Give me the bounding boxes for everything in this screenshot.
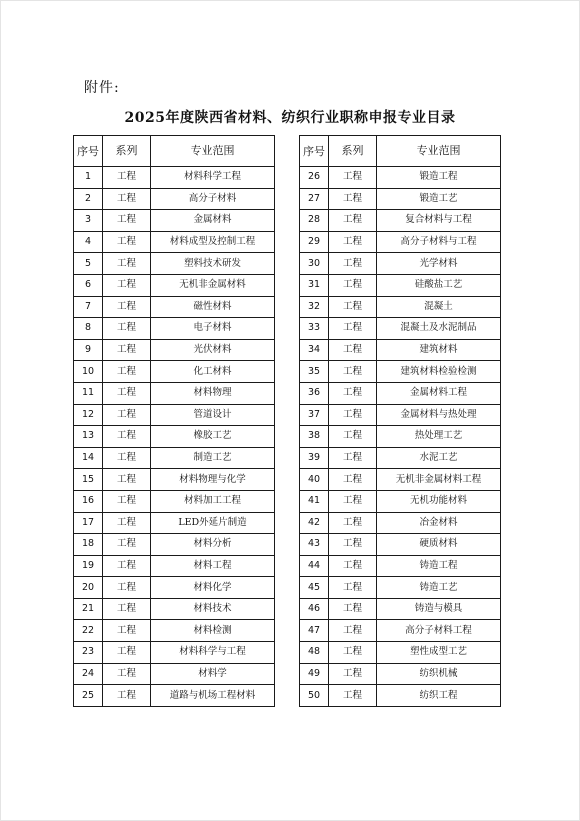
row-major: 道路与机场工程材料 xyxy=(151,685,275,707)
row-major: 材料成型及控制工程 xyxy=(151,231,275,253)
row-category: 工程 xyxy=(103,469,151,491)
row-category: 工程 xyxy=(103,512,151,534)
row-major: 材料工程 xyxy=(151,555,275,577)
row-number: 16 xyxy=(74,490,103,512)
row-major: 电子材料 xyxy=(151,318,275,340)
row-major: 金属材料与热处理 xyxy=(377,404,501,426)
header-major: 专业范围 xyxy=(151,136,275,167)
row-major: 材料分析 xyxy=(151,534,275,556)
table-row xyxy=(74,577,275,599)
table-row xyxy=(300,555,501,577)
row-major: 建筑材料检验检测 xyxy=(377,361,501,383)
table-row xyxy=(74,167,275,189)
row-category: 工程 xyxy=(329,188,377,210)
row-number: 17 xyxy=(74,512,103,534)
table-row xyxy=(74,534,275,556)
table-row xyxy=(300,210,501,232)
row-major: 塑料技术研发 xyxy=(151,253,275,275)
row-category: 工程 xyxy=(103,274,151,296)
major-table-right xyxy=(299,135,501,707)
row-major: 材料化学 xyxy=(151,577,275,599)
row-category: 工程 xyxy=(329,490,377,512)
row-category: 工程 xyxy=(329,404,377,426)
row-major: 橡胶工艺 xyxy=(151,426,275,448)
table-row xyxy=(74,642,275,664)
table-row xyxy=(74,685,275,707)
row-number: 49 xyxy=(300,663,329,685)
table-row xyxy=(300,339,501,361)
row-major: 复合材料与工程 xyxy=(377,210,501,232)
row-number: 18 xyxy=(74,534,103,556)
row-major: 金属材料工程 xyxy=(377,382,501,404)
row-major: 塑性成型工艺 xyxy=(377,642,501,664)
table-row xyxy=(300,404,501,426)
row-number: 5 xyxy=(74,253,103,275)
row-major: 材料学 xyxy=(151,663,275,685)
row-number: 8 xyxy=(74,318,103,340)
table-row xyxy=(74,253,275,275)
row-number: 4 xyxy=(74,231,103,253)
table-row xyxy=(74,555,275,577)
row-major: 高分子材料工程 xyxy=(377,620,501,642)
row-number: 47 xyxy=(300,620,329,642)
table-row xyxy=(300,188,501,210)
row-major: 建筑材料 xyxy=(377,339,501,361)
document-title: 2025年度陕西省材料、纺织行业职称申报专业目录 xyxy=(124,110,456,126)
row-number: 24 xyxy=(74,663,103,685)
row-category: 工程 xyxy=(103,167,151,189)
row-number: 14 xyxy=(74,447,103,469)
row-major: 材料科学工程 xyxy=(151,167,275,189)
table-row xyxy=(74,512,275,534)
row-number: 11 xyxy=(74,382,103,404)
table-row xyxy=(300,231,501,253)
table-row xyxy=(300,663,501,685)
row-category: 工程 xyxy=(103,685,151,707)
row-category: 工程 xyxy=(329,361,377,383)
row-number: 19 xyxy=(74,555,103,577)
row-major: 光学材料 xyxy=(377,253,501,275)
table-row xyxy=(74,318,275,340)
row-number: 40 xyxy=(300,469,329,491)
row-major: 材料加工工程 xyxy=(151,490,275,512)
row-category: 工程 xyxy=(103,642,151,664)
table-row xyxy=(74,210,275,232)
table-row xyxy=(74,231,275,253)
row-number: 29 xyxy=(300,231,329,253)
row-number: 3 xyxy=(74,210,103,232)
row-category: 工程 xyxy=(329,685,377,707)
header-seq: 序号 xyxy=(300,136,329,167)
row-number: 38 xyxy=(300,426,329,448)
row-category: 工程 xyxy=(329,339,377,361)
header-major: 专业范围 xyxy=(377,136,501,167)
row-number: 45 xyxy=(300,577,329,599)
row-number: 9 xyxy=(74,339,103,361)
table-row xyxy=(74,361,275,383)
header-seq: 序号 xyxy=(74,136,103,167)
table-row xyxy=(300,534,501,556)
table-row xyxy=(74,339,275,361)
table-row xyxy=(300,274,501,296)
header-category: 系列 xyxy=(103,136,151,167)
row-major: LED外延片制造 xyxy=(151,512,275,534)
row-major: 无机功能材料 xyxy=(377,490,501,512)
row-category: 工程 xyxy=(329,318,377,340)
row-category: 工程 xyxy=(329,598,377,620)
row-number: 25 xyxy=(74,685,103,707)
row-category: 工程 xyxy=(329,577,377,599)
row-major: 光伏材料 xyxy=(151,339,275,361)
row-major: 材料科学与工程 xyxy=(151,642,275,664)
row-number: 23 xyxy=(74,642,103,664)
table-row xyxy=(74,382,275,404)
row-category: 工程 xyxy=(103,490,151,512)
attachment-label: 附件: xyxy=(84,80,120,96)
row-major: 锻造工程 xyxy=(377,167,501,189)
header-category: 系列 xyxy=(329,136,377,167)
table-header-row xyxy=(74,136,275,167)
table-row xyxy=(300,382,501,404)
row-category: 工程 xyxy=(103,296,151,318)
table-row xyxy=(300,447,501,469)
row-number: 21 xyxy=(74,598,103,620)
table-row xyxy=(300,426,501,448)
row-category: 工程 xyxy=(103,210,151,232)
row-number: 27 xyxy=(300,188,329,210)
row-number: 43 xyxy=(300,534,329,556)
row-number: 30 xyxy=(300,253,329,275)
row-major: 磁性材料 xyxy=(151,296,275,318)
row-category: 工程 xyxy=(103,620,151,642)
row-number: 12 xyxy=(74,404,103,426)
row-number: 10 xyxy=(74,361,103,383)
row-category: 工程 xyxy=(329,663,377,685)
row-major: 高分子材料 xyxy=(151,188,275,210)
row-number: 39 xyxy=(300,447,329,469)
row-number: 22 xyxy=(74,620,103,642)
row-category: 工程 xyxy=(329,426,377,448)
row-number: 7 xyxy=(74,296,103,318)
row-category: 工程 xyxy=(329,642,377,664)
row-category: 工程 xyxy=(103,188,151,210)
row-major: 材料检测 xyxy=(151,620,275,642)
table-row xyxy=(300,469,501,491)
row-category: 工程 xyxy=(103,339,151,361)
table-row xyxy=(74,296,275,318)
table-body-right xyxy=(300,167,501,707)
row-category: 工程 xyxy=(329,382,377,404)
row-number: 28 xyxy=(300,210,329,232)
row-category: 工程 xyxy=(329,534,377,556)
row-category: 工程 xyxy=(103,253,151,275)
table-row xyxy=(74,404,275,426)
row-major: 制造工艺 xyxy=(151,447,275,469)
row-major: 铸造工程 xyxy=(377,555,501,577)
row-category: 工程 xyxy=(103,318,151,340)
row-category: 工程 xyxy=(329,274,377,296)
row-major: 无机非金属材料 xyxy=(151,274,275,296)
row-number: 35 xyxy=(300,361,329,383)
row-major: 热处理工艺 xyxy=(377,426,501,448)
table-row xyxy=(300,296,501,318)
table-row xyxy=(300,167,501,189)
table-body-left xyxy=(74,167,275,707)
row-number: 46 xyxy=(300,598,329,620)
row-major: 材料物理与化学 xyxy=(151,469,275,491)
table-row xyxy=(74,663,275,685)
row-category: 工程 xyxy=(103,598,151,620)
row-number: 31 xyxy=(300,274,329,296)
table-row xyxy=(300,361,501,383)
table-row xyxy=(74,447,275,469)
row-number: 26 xyxy=(300,167,329,189)
row-major: 材料技术 xyxy=(151,598,275,620)
row-number: 20 xyxy=(74,577,103,599)
table-row xyxy=(74,188,275,210)
row-major: 铸造工艺 xyxy=(377,577,501,599)
row-category: 工程 xyxy=(329,447,377,469)
row-major: 纺织机械 xyxy=(377,663,501,685)
row-number: 50 xyxy=(300,685,329,707)
table-row xyxy=(74,469,275,491)
row-category: 工程 xyxy=(329,555,377,577)
row-number: 41 xyxy=(300,490,329,512)
row-major: 无机非金属材料工程 xyxy=(377,469,501,491)
table-row xyxy=(74,490,275,512)
table-row xyxy=(300,253,501,275)
row-number: 42 xyxy=(300,512,329,534)
row-number: 13 xyxy=(74,426,103,448)
row-major: 金属材料 xyxy=(151,210,275,232)
row-category: 工程 xyxy=(103,404,151,426)
row-major: 混凝土及水泥制品 xyxy=(377,318,501,340)
row-major: 锻造工艺 xyxy=(377,188,501,210)
table-row xyxy=(300,620,501,642)
row-major: 纺织工程 xyxy=(377,685,501,707)
row-category: 工程 xyxy=(103,555,151,577)
row-category: 工程 xyxy=(329,253,377,275)
table-row xyxy=(300,318,501,340)
table-row xyxy=(300,642,501,664)
row-number: 1 xyxy=(74,167,103,189)
table-row xyxy=(300,512,501,534)
row-category: 工程 xyxy=(103,382,151,404)
row-category: 工程 xyxy=(103,577,151,599)
table-header-row xyxy=(300,136,501,167)
row-major: 水泥工艺 xyxy=(377,447,501,469)
row-category: 工程 xyxy=(329,296,377,318)
row-category: 工程 xyxy=(103,534,151,556)
table-row xyxy=(300,577,501,599)
row-major: 高分子材料与工程 xyxy=(377,231,501,253)
row-number: 15 xyxy=(74,469,103,491)
row-category: 工程 xyxy=(329,620,377,642)
row-category: 工程 xyxy=(103,231,151,253)
row-major: 混凝土 xyxy=(377,296,501,318)
row-major: 管道设计 xyxy=(151,404,275,426)
row-category: 工程 xyxy=(103,663,151,685)
row-number: 37 xyxy=(300,404,329,426)
row-category: 工程 xyxy=(329,167,377,189)
row-number: 36 xyxy=(300,382,329,404)
table-row xyxy=(300,685,501,707)
row-major: 材料物理 xyxy=(151,382,275,404)
row-number: 44 xyxy=(300,555,329,577)
row-category: 工程 xyxy=(329,210,377,232)
table-row xyxy=(300,490,501,512)
row-major: 冶金材料 xyxy=(377,512,501,534)
row-category: 工程 xyxy=(103,426,151,448)
row-major: 硅酸盐工艺 xyxy=(377,274,501,296)
row-category: 工程 xyxy=(103,361,151,383)
row-number: 32 xyxy=(300,296,329,318)
row-major: 硬质材料 xyxy=(377,534,501,556)
row-major: 铸造与模具 xyxy=(377,598,501,620)
table-row xyxy=(74,274,275,296)
major-table-left xyxy=(73,135,275,707)
row-category: 工程 xyxy=(329,512,377,534)
row-major: 化工材料 xyxy=(151,361,275,383)
row-number: 48 xyxy=(300,642,329,664)
table-row xyxy=(74,426,275,448)
row-number: 6 xyxy=(74,274,103,296)
row-number: 34 xyxy=(300,339,329,361)
table-row xyxy=(300,598,501,620)
row-category: 工程 xyxy=(329,231,377,253)
row-category: 工程 xyxy=(329,469,377,491)
row-number: 33 xyxy=(300,318,329,340)
table-row xyxy=(74,620,275,642)
row-number: 2 xyxy=(74,188,103,210)
row-category: 工程 xyxy=(103,447,151,469)
table-row xyxy=(74,598,275,620)
